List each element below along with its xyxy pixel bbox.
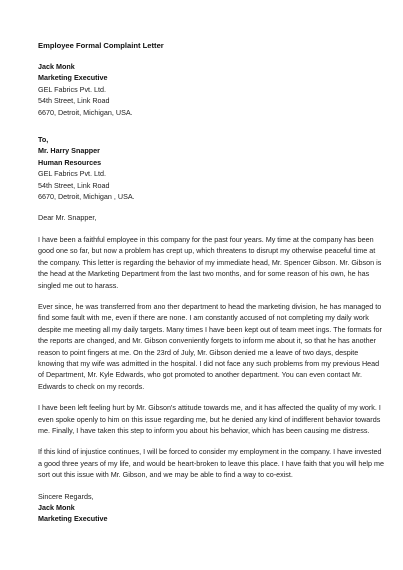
recipient-to-label: To, [38, 135, 49, 145]
paragraph-line: of Department, Mr. Kyle Edwards, who got promoted to another department. You can even contact Mr. [38, 370, 363, 380]
recipient-department: Human Resources [38, 157, 102, 167]
paragraph-1 [38, 234, 382, 291]
signature-role: Marketing Executive [38, 514, 108, 524]
paragraph-line: the reports are changed, and Mr. Gibson conveniently forgets to inform me about it, so that he has another [38, 336, 377, 346]
letter-closing [38, 491, 367, 525]
recipient-company: GEL Fabrics Pvt. Ltd. [38, 169, 107, 179]
paragraph-3 [38, 402, 381, 436]
paragraph-line: Edwards to check on my records. [38, 381, 145, 391]
document-title: Employee Formal Complaint Letter [38, 41, 164, 50]
paragraph-line: I have been a faithful employee in this company for the past four years. My time at the company has been [38, 234, 374, 244]
recipient-city: 6670, Detroit, Michigan , USA. [38, 192, 135, 202]
paragraph-line: the company. This letter is regarding the behavior of my immediate head, Mr. Spencer Gibson. Mr. Gibson is [38, 257, 382, 267]
sender-street: 54th Street, Link Road [38, 96, 110, 106]
signature-name: Jack Monk [38, 503, 75, 512]
sender-city: 6670, Detroit, Michigan, USA. [38, 107, 133, 117]
recipient-address [38, 134, 367, 202]
paragraph-line: a good three years of my life, and would be heart-broken to leave this place. I have faith that you will help me [38, 458, 384, 468]
paragraph-line: even spoke openly to him on this issue regarding me, but he denied any kind of indifferent behavior towards [38, 414, 381, 424]
salutation-text: Dear Mr. Snapper, [38, 213, 97, 223]
sender-company: GEL Fabrics Pvt. Ltd. [38, 84, 107, 94]
paragraph-line: singled me out to harass. [38, 280, 119, 290]
paragraph-line: me. Finally, I have taken this step to inform you about his behavior, which has been causing me distress. [38, 425, 370, 435]
sender-role: Marketing Executive [38, 73, 108, 83]
paragraph-line: Ever since, he was transferred from ano ther department to head the marketing division, he has managed to [38, 301, 382, 311]
recipient-street: 54th Street, Link Road [38, 180, 110, 190]
salutation [38, 212, 367, 223]
paragraph-line: find some fault with me, even if there are none. I am constantly accused of not completing my daily work [38, 313, 369, 323]
paragraph-line: good one so far, but now a problem has crept up, which threatens to disrupt my otherwise peaceful time at [38, 246, 376, 256]
closing-text: Sincere Regards, [38, 491, 94, 501]
paragraph-2 [38, 301, 382, 392]
paragraph-line: despite me meeting all my daily targets. Many times I have been kept out of team meet ings. The formats for [38, 324, 382, 334]
paragraph-line: If this kind of injustice continues, I will be forced to consider my employment in the company. I have invested [38, 447, 382, 457]
paragraph-line: the head at the Marketing Department from the last two months, and for some reason of his own, he has [38, 269, 370, 279]
paragraph-4 [38, 446, 384, 480]
paragraph-line: sort out this issue with Mr. Gibson, and we may be able to find a way to co-exist. [38, 470, 293, 480]
recipient-name: Mr. Harry Snapper [38, 146, 100, 156]
sender-name: Jack Monk [38, 62, 75, 71]
sender-address [38, 61, 367, 118]
paragraph-line: knowing that my wife was admitted in the hospital. I did not face any such problems from my previous Head [38, 358, 380, 368]
paragraph-line: I have been left feeling hurt by Mr. Gibson's attitude towards me, and it has affected the quality of my work. I [38, 403, 381, 413]
paragraph-line: reason to point fingers at me. On the 23rd of July, Mr. Gibson denied me a leave of two days, despite [38, 347, 359, 357]
